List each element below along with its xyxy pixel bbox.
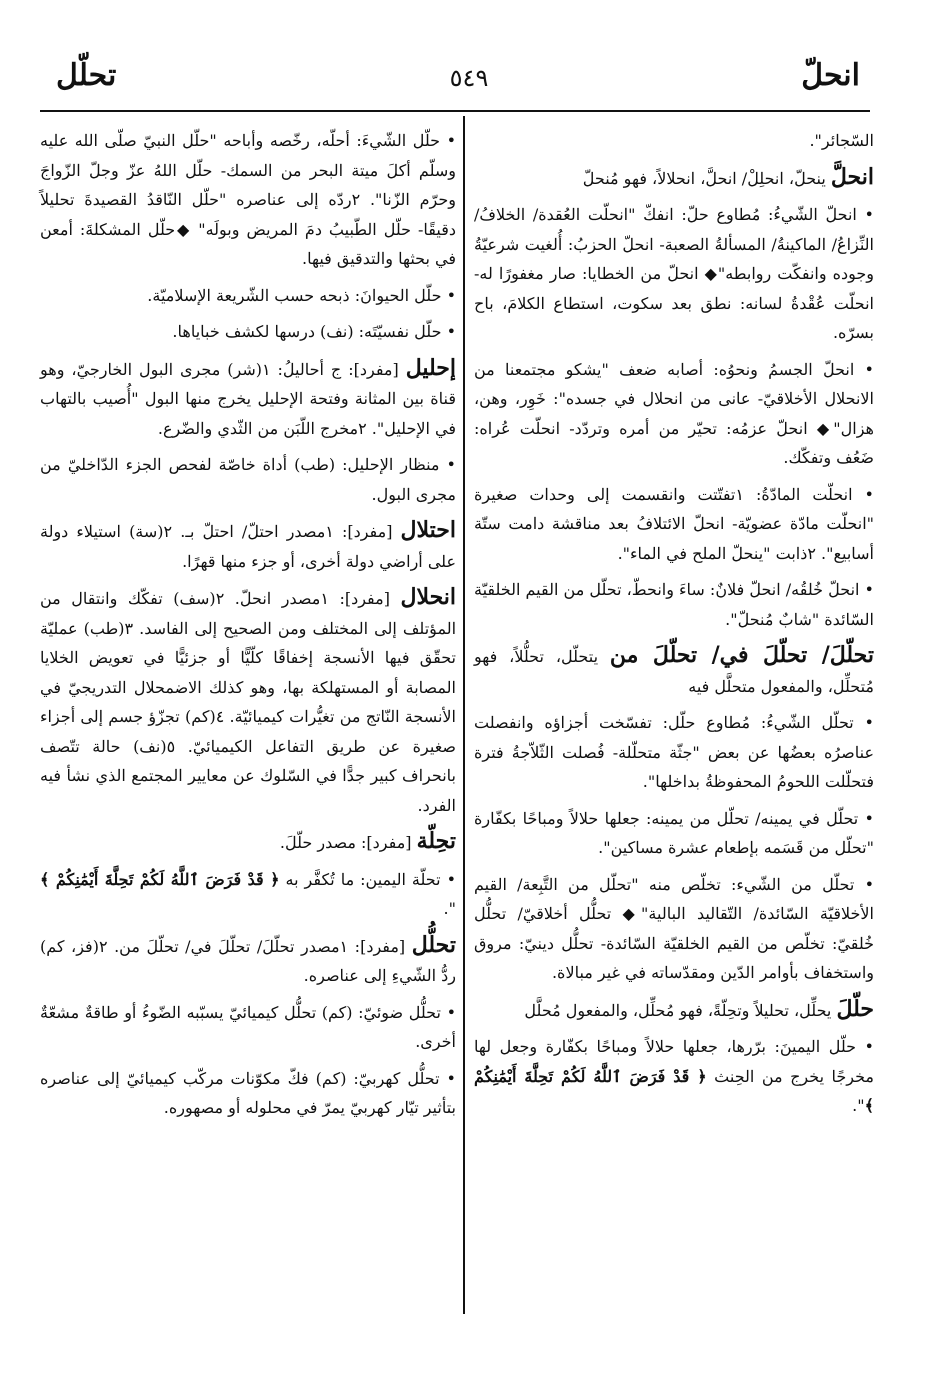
dictionary-entry [474, 995, 874, 1026]
dictionary-entry [474, 641, 874, 701]
entry-text: [مفرد]: ١مصدر انحلّ. ٢(سف) تفكّك وانتقال من المؤتلف إلى المختلف ومن الصحيح إلى الفاسد. ٣(طب) عمليّة تحقّق فيها الأنسجة إخفاقًا كلّيًّا أو جزئيًّا في تعويض الخلايا المصابة أو المستهلكة بها، وهو كذلك الاضمحلال التدريجيّ في الأنسجة النّاتج من تغيُّرات كيميائيّة. ٤(كم) تجزّؤ جسم إلى أجزاء صغيرة عن طريق التفاعل الكيميائيّ. ٥(نف) حالة تتّصف بانحراف كبير جدًّا في السّلوك عن معايير المجتمع الذي نشأ فيه الفرد. [40, 589, 457, 815]
entry-headword: تحلّلَ/ تحلّلَ في/ تحلّلَ من [609, 642, 874, 668]
entry-text: • حلّل الشّيءَ: أحلّه، رخّصه وأباحه "حلّل النبيّ صلّى الله عليه وسلّم أكلَ ميتة البحر من السمك- حلّل اللهُ عزّ وجلّ الزّواجَ وحرّم الزّنا". ٢ردّه إلى عناصره "حلّل النّاقدُ القصيدةَ تحليلاً دقيقًا- حلّل الطّبيبُ دمَ المريض وبولَه" ◆حلّل المشكلةَ: أمعن في بحثها والتدقيق فيها. [40, 131, 456, 268]
entry-text: [مفرد]: ١مصدر تحلّلَ/ تحلّلَ في/ تحلّلَ من. ٢(فز، كم) ردُّ الشّيءِ إلى عناصره. [40, 936, 456, 985]
entry-text: • حلّل الحيوانَ: ذبحه حسب الشّريعة الإسلاميّة. [147, 285, 456, 305]
entry-headword: تحِلّة [416, 828, 456, 854]
quran-quote: ﴿ قَدْ فَرَضَ ٱللَّهُ لَكُمْ تَحِلَّةَ أَيْمَٰنِكُمْ ﴾ [40, 869, 280, 889]
dictionary-sense [40, 1064, 456, 1123]
dictionary-sense [40, 317, 456, 347]
entry-headword: انحلال [400, 584, 457, 610]
dictionary-sense [474, 126, 874, 156]
dictionary-sense [40, 865, 456, 924]
entry-text: • تحلّة اليمين: ما تُكفَّر به [279, 869, 457, 889]
header-guide-word-left: تحلّل [56, 58, 117, 93]
dictionary-entry [40, 354, 456, 444]
dictionary-sense [474, 575, 874, 634]
left-column [40, 126, 456, 1130]
entry-text: • تحلُّل كهربيّ: (كم) فكّ مكوّنات مركّب كيميائيّ إلى عناصره بتأثير تيّار كهربيّ يمرّ في محلوله أو مصهوره. [40, 1068, 456, 1117]
entry-text: • تحلّل الشّيءُ: مُطاوع حلّل: تفسّخت أجزاؤه وانفصلت عناصرُه بعضُها عن بعض "جثّة متحلّلة- فُصلت الثّلاّجةُ فترة فتحلّلت اللحومُ المحفوظةُ بداخلها". [474, 713, 874, 791]
entry-text: السّجائر". [809, 131, 874, 150]
dictionary-sense [474, 1032, 874, 1121]
right-column [474, 126, 874, 1128]
header-rule [40, 110, 870, 112]
dictionary-sense [474, 200, 874, 348]
entry-text: • حلّل نفسيّتَه: (نف) درسها لكشف خباياها. [172, 322, 456, 341]
entry-text: • انحلّ الجسمُ ونحوُه: أصابه ضعف "يشكو مجتمعنا من الانحلال الأخلاقيّ- عانى من انحلال في جسده": خَوِر، وهن، هزال"◆ انحلّ عزمُه: تحيّر من أمره وتردّد- انحلّت عُراه: ضَعُف وتفكّك. [474, 359, 874, 467]
dictionary-sense [40, 126, 456, 274]
entry-headword: حلّلَ [836, 995, 874, 1022]
dictionary-sense [474, 804, 874, 863]
entry-text: يحلِّل، تحليلاً وتحِلّةً، فهو مُحلِّل، والمفعول مُحلَّل [524, 1000, 837, 1020]
dictionary-entry [40, 583, 456, 820]
entry-text: • تحلّل من الشّيء: تخلّص منه "تحلّل من التَّبِعة/ القيم الأخلاقيّة السّائدة/ التّقاليد البالية"◆ تحلُّل أخلاقيّ/ تحلُّل خُلقيّ: تخلّص من القيم الخلقيّة السّائدة- تحلُّل دينيّ: مروق واستخفاف بأوامر الدّين ومقدّساته في غير مبالاة. [474, 874, 874, 982]
dictionary-sense [474, 870, 874, 988]
dictionary-entry [474, 163, 874, 194]
quran-quote: ﴿ قَدْ فَرَضَ ٱللَّهُ لَكُمْ تَحِلَّةَ أَيْمَٰنِكُمْ ﴾ [474, 1066, 874, 1115]
entry-text: • انحلّت المادّةُ: ١تفتّتت وانقسمت إلى وحدات صغيرة "انحلّت مادّة عضويّة- انحلّ الائتلافُ بعد مناقشة دامت ستّة أسابيع". ٢ذابت "ينحلّ الملح في الماء". [474, 484, 874, 563]
entry-text: ينحلّ، انحلِلْ/ انحلَّ، انحلالاً، فهو مُنحلّ [582, 168, 831, 188]
dictionary-entry [40, 931, 456, 991]
dictionary-sense [40, 998, 456, 1057]
dictionary-sense [40, 281, 456, 311]
page-number: ٥٤٩ [449, 64, 489, 92]
entry-text: • تحلُّل ضوئيّ: (كم) تحلُّل كيميائيّ يسبّبه الضّوءُ أو طاقةٌ مشعّةٌ أخرى. [40, 1002, 456, 1051]
dictionary-sense [474, 708, 874, 797]
entry-headword: إحليل [405, 354, 456, 381]
dictionary-sense [474, 355, 874, 473]
dictionary-entry [40, 827, 456, 858]
entry-text: • حلّل اليمينَ: برّرها، جعلها حلالاً ومباحًا بكفّارة وجعل لها مخرجًا يخرج من الحِنث [474, 1037, 875, 1086]
entry-text: [مفرد]: ١مصدر احتلّ/ احتلّ بـ. ٢(سة) استيلاء دولة على أراضي دولة أخرى، أو جزء منها قهرًا. [40, 522, 456, 571]
entry-tail: ". [852, 1096, 865, 1115]
dictionary-sense [474, 480, 874, 569]
column-divider [463, 116, 465, 1314]
header-guide-word-right: انحلّ [801, 58, 860, 93]
entry-headword: تحلُّل [411, 931, 456, 958]
entry-text: يتحلّل، تحلُّلاً، فهو مُتحلِّل، والمفعول متحلَّل فيه [474, 647, 874, 696]
entry-headword: انحلَّ [830, 163, 874, 190]
entry-text: [مفرد]: ج أحاليلُ: ١(شر) مجرى البول الخارجيّ، وهو قناة بين المثانة وفتحة الإحليل يخرج منها البول "أُصيب بالتهاب في الإحليل". ٢مخرج اللّبَن من الثّدي والضّرع. [40, 359, 456, 438]
entry-headword: احتلال [400, 517, 457, 543]
dictionary-sense [40, 450, 456, 509]
entry-text: • منظار الإحليل: (طب) أداة خاصّة لفحص الجزء الدّاخليّ من مجرى البول. [40, 455, 456, 504]
entry-text: [مفرد]: مصدر حلّلَ. [279, 833, 417, 852]
dictionary-entry [40, 516, 456, 576]
entry-text: • انحلّ خُلقُه/ انحلّ فلانٌ: ساءَ وانحطّ، تحلّل من القيم الخلقيّة السّائدة "شابٌ مُنحلّ". [474, 580, 874, 629]
entry-tail: ". [443, 899, 456, 918]
entry-text: • تحلّل في يمينه/ تحلّل من يمينه: جعلها حلالاً ومباحًا بكفّارة "تحلّل من قَسَمه بإطعام عشرة مساكين". [474, 808, 874, 857]
entry-text: • انحلّ الشّيءُ: مُطاوع حلّ: انفكّ "انحلّت العُقدة/ الخلافُ/ النِّزاعُ/ الماكينةُ/ المسألةُ الصعبة- انحلّ الحزبُ: أُلغيت شرعيّةُ وجوده وانفكّت روابطه"◆ انحلّ من الخطايا: صار مغفورًا له- انحلّت عُقْدةُ لسانه: نطق بعد سكوت، استطاع الكلامَ، باح بسرّه. [474, 205, 874, 342]
